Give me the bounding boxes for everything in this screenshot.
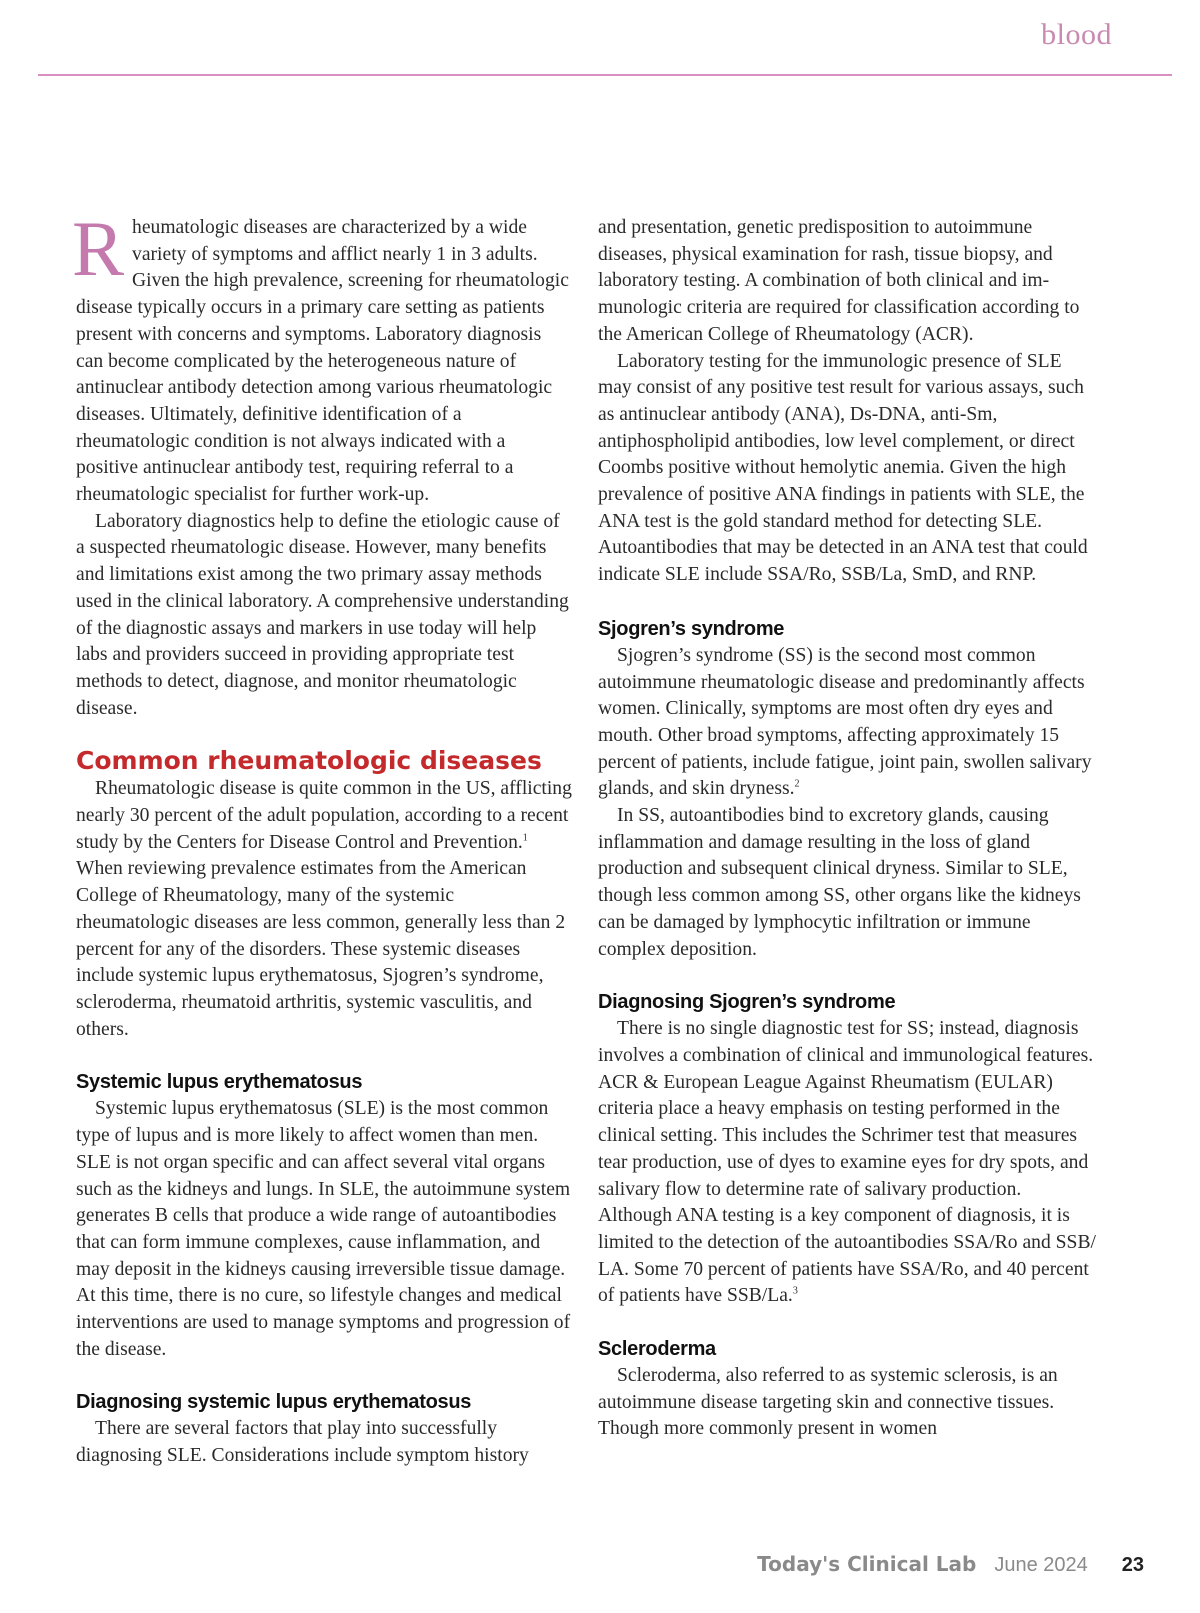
publication-name: Today's Clinical Lab bbox=[757, 1552, 977, 1576]
subheading-sjogrens: Sjogren’s syndrome bbox=[598, 617, 785, 640]
body-paragraph bbox=[598, 643, 1096, 803]
subheading-diagnosing-sle: Diagnosing systemic lupus erythematosus bbox=[76, 1391, 472, 1414]
drop-cap: R bbox=[72, 205, 125, 292]
body-paragraph bbox=[76, 776, 572, 1043]
footnote-ref: 3 bbox=[792, 1285, 798, 1297]
section-heading-common: Common rheumatologic diseases bbox=[76, 746, 542, 776]
body-paragraph: There are several factors that play into successfully diagnosing SLE. Considerations include symptom history bbox=[76, 1418, 529, 1467]
body-paragraph: and presentation, genetic predisposition to autoimmune diseases, physical examination for rash, tissue biopsy, and laboratory testing. A combination of both clinical and immunologic criteria are required for classification according to the American College of Rheumatology (ACR). bbox=[598, 217, 1080, 345]
footnote-ref: 1 bbox=[522, 832, 528, 844]
subheading-sle: Systemic lupus erythematosus bbox=[76, 1071, 363, 1094]
left-column bbox=[72, 205, 572, 1470]
subheading-scleroderma: Scleroderma bbox=[598, 1338, 716, 1361]
body-paragraph: Systemic lupus erythematosus (SLE) is the most common type of lupus and is more likely to affect women than men. SLE is not organ specific and can affect several vital organs such as the kidneys and lungs. In SLE, the autoimmune system generates B cells that produce a wide range of autoantibodies that can form immune complexes, cause inflammation, and may deposit in the kidneys causing irreversible tissue damage. At this time, there is no cure, so lifestyle changes and medical interventions are used to manage symptoms and progression of the disease. bbox=[76, 1098, 571, 1360]
footnote-ref: 2 bbox=[794, 778, 800, 790]
issue-date: June 2024 bbox=[994, 1554, 1088, 1576]
body-paragraph: Laboratory diagnostics help to define the etiologic cause of a suspected rheumatologic disease. However, many benefits and limitations exist among the two primary assay methods used in the clinical laboratory. A comprehensive understanding of the diagnostic assays and markers in use today will help labs and providers succeed in providing appropriate test methods to detect, diagnose, and monitor rheumatologic disease. bbox=[76, 510, 569, 719]
intro-text: heumatologic diseases are characterized by a wide variety of symptoms and afflict nearly 1 in 3 adults. Given the high prevalence, screening for rheumatologic disease typically occurs in a primary care setting as patients present with concerns and symptoms. Laboratory diagnosis can become complicated by the heterogeneous nature of antinuclear antibody detection among various rheumatologic diseases. Ultimately, definitive identification of a rheumatologic condition is not always indicated with a positive antinuclear antibody test, requiring referral to a rheumatologic specialist for further work-up. bbox=[76, 217, 569, 506]
text-run: There is no single diagnostic test for SS; instead, diagnosis involves a combination of clinical and immunological features. ACR & European League Against Rheumatism (EULAR) criteria place a heavy emphasis on testing performed in the clinical setting. This includes the Schrimer test that measures tear production, use of dyes to examine eyes for dry spots, and salivary flow to determine rate of salivary production. Although ANA testing is a key component of diagnosis, it is limited to the detection of the autoantibodies SSA/Ro and SSB/ LA. Some 70 percent of patients have SSA/Ro, and 40 percent of patients have SSB/La. bbox=[598, 1018, 1096, 1307]
header-rule bbox=[38, 74, 1172, 76]
section-tag: blood bbox=[1041, 18, 1112, 51]
body-paragraph: Laboratory testing for the immunologic presence of SLE may consist of any positive test result for various assays, such as antinuclear antibody (ANA), Ds-DNA, anti-Sm, antiphospholipid antibodies, low level complement, or direct Coombs positive without hemolytic anemia. Given the high prevalence of positive ANA findings in patients with SLE, the ANA test is the gold standard method for detecting SLE. Autoantibodies that may be detected in an ANA test that could indicate SLE include SSA/Ro, SSB/La, SmD, and RNP. bbox=[598, 350, 1088, 586]
subheading-diagnosing-sjogrens: Diagnosing Sjogren’s syndrome bbox=[598, 991, 896, 1014]
body-paragraph: Scleroderma, also referred to as systemic sclerosis, is an autoimmune disease targeting skin and connective tissues. Though more commonly present in women bbox=[598, 1365, 1058, 1440]
page-number: 23 bbox=[1121, 1554, 1144, 1576]
intro-paragraph bbox=[72, 205, 572, 509]
body-paragraph: In SS, autoantibodies bind to excretory glands, causing inflammation and damage resulting in the loss of gland production and subsequent clinical dryness. Similar to SLE, though less common among SS, other organs like the kidneys can be damaged by lymphocytic infiltration or immune complex deposition. bbox=[598, 805, 1081, 960]
right-column bbox=[598, 215, 1096, 1443]
text-run: Rheumatologic disease is quite common in the US, afflicting nearly 30 percent of the adult population, according to a recent study by the Centers for Disease Control and Prevention. bbox=[76, 778, 572, 853]
text-run: When reviewing prevalence estimates from the American College of Rheumatology, many of the systemic rheumatologic diseases are less common, generally less than 2 percent for any of the disorders. These systemic diseases include systemic lupus erythematosus, Sjogren’s syndrome, scleroderma, rheumatoid arthritis, systemic vasculitis, and others. bbox=[76, 858, 566, 1040]
page-footer bbox=[757, 1552, 1144, 1577]
text-run: Sjogren’s syndrome (SS) is the second most common autoimmune rheumatologic disease and predominantly affects women. Clinically, symptoms are most often dry eyes and mouth. Other broad symptoms, affecting approximately 15 percent of patients, include fatigue, joint pain, swollen salivary glands, and skin dryness. bbox=[598, 644, 1092, 800]
body-paragraph bbox=[598, 1016, 1096, 1310]
